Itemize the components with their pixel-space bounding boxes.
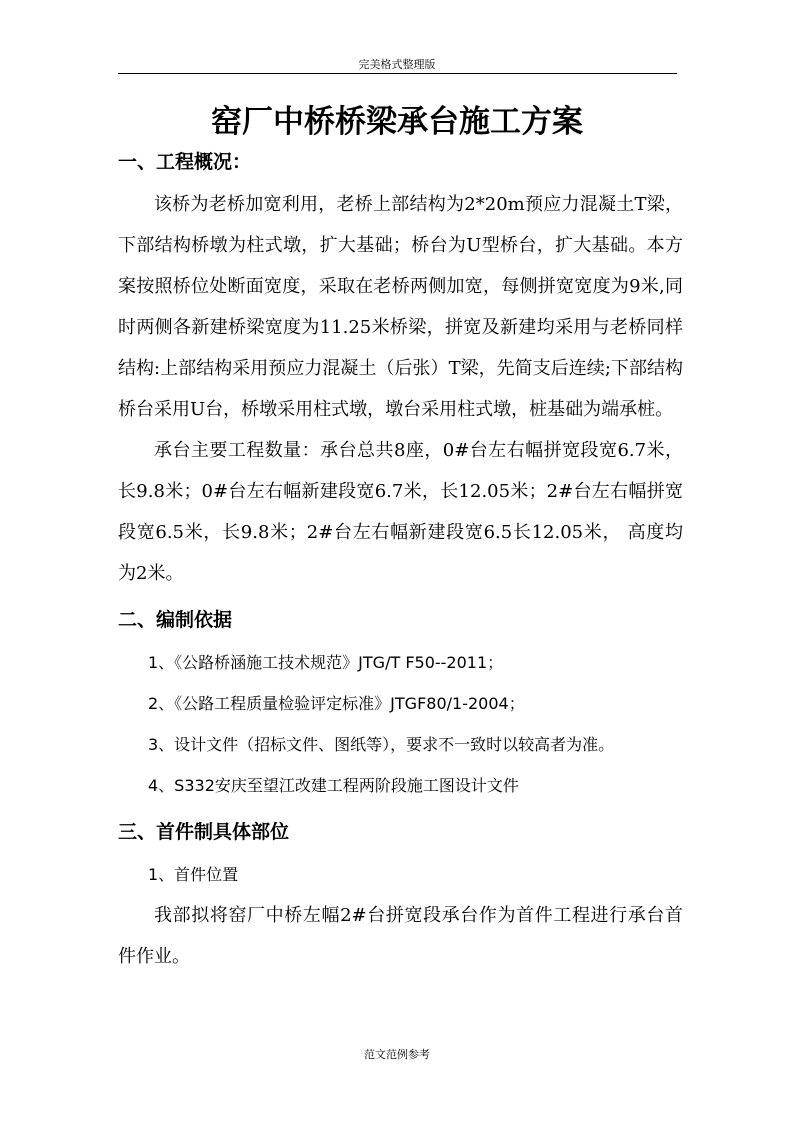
first-piece-paragraph: 我部拟将窑厂中桥左幅2#台拼宽段承台作为首件工程进行承台首件作业。 [118,905,684,967]
header-rule [118,73,677,74]
basis-item: 1、《公路桥涵施工技术规范》JTG/T F50--2011； [148,653,504,672]
quantity-paragraph: 承台主要工程数量：承台总共8座，0#台左右幅拼宽段宽6.7米，长9.8米；0#台左右幅新建段宽6.7米，长12.05米；2#台左右幅拼宽段宽6.5米，长9.8米；2#台左右幅新建段宽6.5长12.05米， 高度均为2米。 [118,440,683,584]
section-heading-overview: 一、工程概况： [118,151,252,173]
page-header: 完美格式整理版 [358,58,436,71]
section-heading-first-piece: 三、首件制具体部位 [118,821,290,843]
page-footer: 范文范例参考 [364,1048,430,1061]
basis-item: 3、设计文件（招标文件、图纸等），要求不一致时以较高者为准。 [148,735,615,754]
basis-item: 2、《公路工程质量检验评定标准》JTGF80/1-2004； [148,694,525,713]
subheading-location: 1、首件位置 [148,865,239,884]
overview-paragraph: 该桥为老桥加宽利用，老桥上部结构为2*20m预应力混凝土T梁，下部结构桥墩为柱式墩，扩大基础；桥台为U型桥台，扩大基础。本方案按照桥位处断面宽度，采取在老桥两侧加宽，每侧拼宽宽度为9米,同时两侧各新建桥梁宽度为11.25米桥梁，拼宽及新建均采用与老桥同样结构:上部结构采用预应力混凝土（后张）T梁，先简支后连续;下部结构桥台采用U台，桥墩采用柱式墩，墩台采用柱式墩，桩基础为端承桩。 [118,194,683,420]
page-title: 窑厂中桥桥梁承台施工方案 [211,104,583,140]
document-body [118,140,683,977]
section-heading-basis: 二、编制依据 [118,609,233,631]
basis-item: 4、S332安庆至望江改建工程两阶段施工图设计文件 [148,776,519,795]
